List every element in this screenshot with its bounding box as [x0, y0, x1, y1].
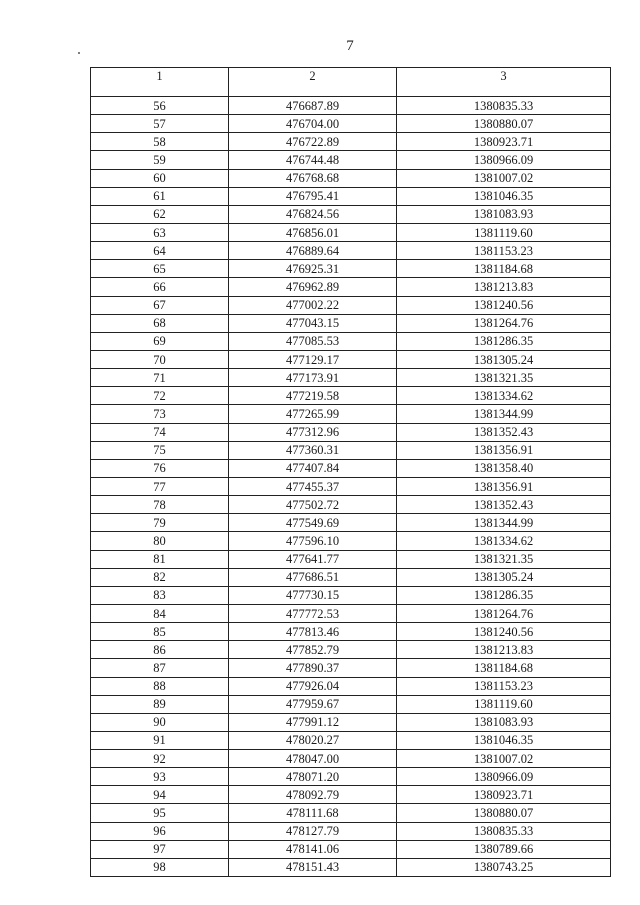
table-row: [91, 278, 611, 296]
table-row: [91, 151, 611, 169]
table-row: [91, 713, 611, 731]
table-row: [91, 768, 611, 786]
point-number-cell: 83: [91, 586, 229, 604]
table-row: [91, 659, 611, 677]
point-number-cell: 94: [91, 786, 229, 804]
point-number-cell: 95: [91, 804, 229, 822]
y-coordinate-cell: 1380923.71: [397, 786, 611, 804]
table-row: [91, 169, 611, 187]
x-coordinate-cell: 478047.00: [229, 750, 397, 768]
point-number-cell: 70: [91, 350, 229, 368]
point-number-cell: 69: [91, 332, 229, 350]
x-coordinate-cell: 476722.89: [229, 133, 397, 151]
table-row: [91, 641, 611, 659]
x-coordinate-cell: 478127.79: [229, 822, 397, 840]
table-row: [91, 387, 611, 405]
y-coordinate-cell: 1381264.76: [397, 314, 611, 332]
y-coordinate-cell: 1381358.40: [397, 459, 611, 477]
point-number-cell: 62: [91, 205, 229, 223]
point-number-cell: 72: [91, 387, 229, 405]
x-coordinate-cell: 477002.22: [229, 296, 397, 314]
y-coordinate-cell: 1381153.23: [397, 677, 611, 695]
table-row: [91, 332, 611, 350]
table-row: [91, 441, 611, 459]
point-number-cell: 81: [91, 550, 229, 568]
x-coordinate-cell: 476889.64: [229, 242, 397, 260]
x-coordinate-cell: 478141.06: [229, 840, 397, 858]
y-coordinate-cell: 1381321.35: [397, 369, 611, 387]
x-coordinate-cell: 477641.77: [229, 550, 397, 568]
x-coordinate-cell: 476704.00: [229, 115, 397, 133]
table-row: [91, 804, 611, 822]
point-number-cell: 71: [91, 369, 229, 387]
point-number-cell: 89: [91, 695, 229, 713]
y-coordinate-cell: 1381305.24: [397, 350, 611, 368]
y-coordinate-cell: 1381321.35: [397, 550, 611, 568]
y-coordinate-cell: 1381007.02: [397, 169, 611, 187]
point-number-cell: 91: [91, 731, 229, 749]
y-coordinate-cell: 1381119.60: [397, 695, 611, 713]
y-coordinate-cell: 1380789.66: [397, 840, 611, 858]
point-number-cell: 77: [91, 477, 229, 495]
y-coordinate-cell: 1381286.35: [397, 332, 611, 350]
x-coordinate-cell: 478020.27: [229, 731, 397, 749]
x-coordinate-cell: 477360.31: [229, 441, 397, 459]
table-row: [91, 477, 611, 495]
y-coordinate-cell: 1380966.09: [397, 151, 611, 169]
point-number-cell: 66: [91, 278, 229, 296]
point-number-cell: 80: [91, 532, 229, 550]
point-number-cell: 98: [91, 858, 229, 876]
y-coordinate-cell: 1380835.33: [397, 822, 611, 840]
point-number-cell: 96: [91, 822, 229, 840]
table-header-row: [91, 68, 611, 97]
table-row: [91, 532, 611, 550]
y-coordinate-cell: 1381344.99: [397, 514, 611, 532]
x-coordinate-cell: 476768.68: [229, 169, 397, 187]
x-coordinate-cell: 477312.96: [229, 423, 397, 441]
point-number-cell: 86: [91, 641, 229, 659]
x-coordinate-cell: 477407.84: [229, 459, 397, 477]
x-coordinate-cell: 477772.53: [229, 604, 397, 622]
y-coordinate-cell: 1381083.93: [397, 713, 611, 731]
x-coordinate-cell: 478092.79: [229, 786, 397, 804]
table-row: [91, 786, 611, 804]
point-number-cell: 92: [91, 750, 229, 768]
y-coordinate-cell: 1381007.02: [397, 750, 611, 768]
x-coordinate-cell: 477852.79: [229, 641, 397, 659]
coordinates-table: [90, 67, 611, 877]
table-row: [91, 695, 611, 713]
point-number-cell: 97: [91, 840, 229, 858]
point-number-cell: 58: [91, 133, 229, 151]
x-coordinate-cell: 478111.68: [229, 804, 397, 822]
point-number-cell: 79: [91, 514, 229, 532]
y-coordinate-cell: 1381344.99: [397, 405, 611, 423]
y-coordinate-cell: 1380743.25: [397, 858, 611, 876]
y-coordinate-cell: 1381334.62: [397, 532, 611, 550]
x-coordinate-cell: 478151.43: [229, 858, 397, 876]
point-number-cell: 65: [91, 260, 229, 278]
table-row: [91, 568, 611, 586]
table-row: [91, 296, 611, 314]
table-row: [91, 677, 611, 695]
table-row: [91, 369, 611, 387]
x-coordinate-cell: 476925.31: [229, 260, 397, 278]
table-row: [91, 586, 611, 604]
table-row: [91, 423, 611, 441]
x-coordinate-cell: 477686.51: [229, 568, 397, 586]
point-number-cell: 63: [91, 223, 229, 241]
x-coordinate-cell: 477890.37: [229, 659, 397, 677]
point-number-cell: 56: [91, 97, 229, 115]
point-number-cell: 74: [91, 423, 229, 441]
table-row: [91, 97, 611, 115]
point-number-cell: 85: [91, 623, 229, 641]
point-number-cell: 90: [91, 713, 229, 731]
point-number-cell: 60: [91, 169, 229, 187]
y-coordinate-cell: 1381046.35: [397, 187, 611, 205]
x-coordinate-cell: 477926.04: [229, 677, 397, 695]
y-coordinate-cell: 1381286.35: [397, 586, 611, 604]
y-coordinate-cell: 1380880.07: [397, 115, 611, 133]
table-row: [91, 822, 611, 840]
x-coordinate-cell: 477549.69: [229, 514, 397, 532]
table-row: [91, 133, 611, 151]
x-coordinate-cell: 477129.17: [229, 350, 397, 368]
table-row: [91, 750, 611, 768]
x-coordinate-cell: 476687.89: [229, 97, 397, 115]
y-coordinate-cell: 1380923.71: [397, 133, 611, 151]
y-coordinate-cell: 1381356.91: [397, 477, 611, 495]
x-coordinate-cell: 477596.10: [229, 532, 397, 550]
point-number-cell: 76: [91, 459, 229, 477]
point-number-cell: 78: [91, 496, 229, 514]
point-number-cell: 82: [91, 568, 229, 586]
x-coordinate-cell: 477265.99: [229, 405, 397, 423]
y-coordinate-cell: 1381046.35: [397, 731, 611, 749]
y-coordinate-cell: 1381153.23: [397, 242, 611, 260]
point-number-cell: 87: [91, 659, 229, 677]
page-number: 7: [346, 38, 354, 54]
table-row: [91, 350, 611, 368]
table-row: [91, 260, 611, 278]
x-coordinate-cell: 477455.37: [229, 477, 397, 495]
table-body: [91, 97, 611, 877]
y-coordinate-cell: 1381240.56: [397, 296, 611, 314]
x-coordinate-cell: 476824.56: [229, 205, 397, 223]
y-coordinate-cell: 1380966.09: [397, 768, 611, 786]
table-row: [91, 623, 611, 641]
table-row: [91, 405, 611, 423]
point-number-cell: 67: [91, 296, 229, 314]
table-row: [91, 205, 611, 223]
point-number-cell: 57: [91, 115, 229, 133]
table-row: [91, 496, 611, 514]
y-coordinate-cell: 1380835.33: [397, 97, 611, 115]
table-row: [91, 840, 611, 858]
point-number-cell: 88: [91, 677, 229, 695]
point-number-cell: 59: [91, 151, 229, 169]
table-row: [91, 314, 611, 332]
header-col-3: 3: [397, 68, 611, 97]
x-coordinate-cell: 476962.89: [229, 278, 397, 296]
point-number-cell: 68: [91, 314, 229, 332]
point-number-cell: 93: [91, 768, 229, 786]
x-coordinate-cell: 476856.01: [229, 223, 397, 241]
x-coordinate-cell: 477043.15: [229, 314, 397, 332]
point-number-cell: 84: [91, 604, 229, 622]
y-coordinate-cell: 1381352.43: [397, 496, 611, 514]
table-row: [91, 115, 611, 133]
y-coordinate-cell: 1381213.83: [397, 278, 611, 296]
header-col-2: 2: [229, 68, 397, 97]
x-coordinate-cell: 477502.72: [229, 496, 397, 514]
x-coordinate-cell: 476744.48: [229, 151, 397, 169]
x-coordinate-cell: 477730.15: [229, 586, 397, 604]
table-row: [91, 858, 611, 876]
table-row: [91, 187, 611, 205]
header-col-1: 1: [91, 68, 229, 97]
y-coordinate-cell: 1381264.76: [397, 604, 611, 622]
scan-speck: [78, 52, 80, 54]
x-coordinate-cell: 476795.41: [229, 187, 397, 205]
y-coordinate-cell: 1381184.68: [397, 260, 611, 278]
y-coordinate-cell: 1381334.62: [397, 387, 611, 405]
table-row: [91, 242, 611, 260]
point-number-cell: 75: [91, 441, 229, 459]
point-number-cell: 64: [91, 242, 229, 260]
x-coordinate-cell: 477219.58: [229, 387, 397, 405]
x-coordinate-cell: 477959.67: [229, 695, 397, 713]
x-coordinate-cell: 477991.12: [229, 713, 397, 731]
table-row: [91, 223, 611, 241]
y-coordinate-cell: 1381305.24: [397, 568, 611, 586]
point-number-cell: 73: [91, 405, 229, 423]
table-row: [91, 731, 611, 749]
table-row: [91, 550, 611, 568]
table-row: [91, 514, 611, 532]
y-coordinate-cell: 1380880.07: [397, 804, 611, 822]
x-coordinate-cell: 477085.53: [229, 332, 397, 350]
x-coordinate-cell: 477813.46: [229, 623, 397, 641]
y-coordinate-cell: 1381352.43: [397, 423, 611, 441]
y-coordinate-cell: 1381083.93: [397, 205, 611, 223]
y-coordinate-cell: 1381119.60: [397, 223, 611, 241]
table-row: [91, 459, 611, 477]
y-coordinate-cell: 1381213.83: [397, 641, 611, 659]
y-coordinate-cell: 1381184.68: [397, 659, 611, 677]
point-number-cell: 61: [91, 187, 229, 205]
y-coordinate-cell: 1381356.91: [397, 441, 611, 459]
x-coordinate-cell: 477173.91: [229, 369, 397, 387]
x-coordinate-cell: 478071.20: [229, 768, 397, 786]
table-row: [91, 604, 611, 622]
y-coordinate-cell: 1381240.56: [397, 623, 611, 641]
